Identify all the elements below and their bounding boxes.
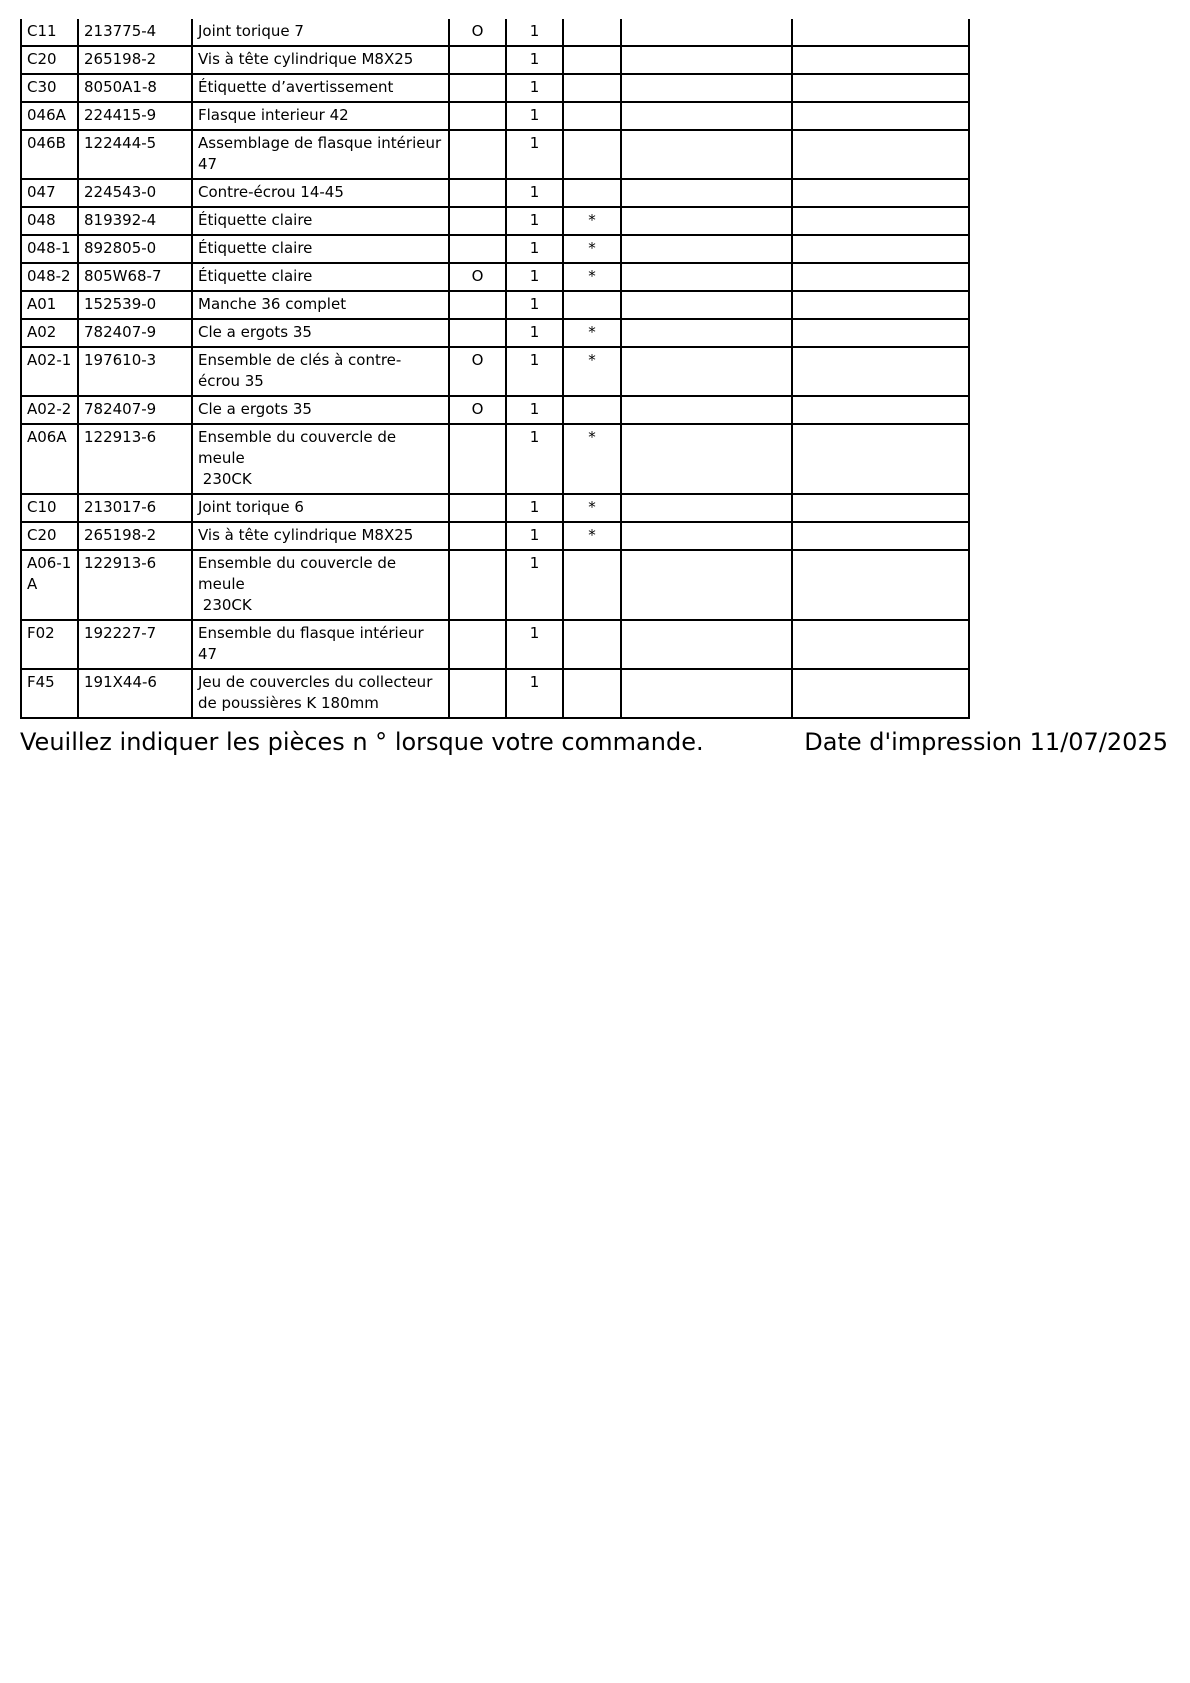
cell-part-number: 782407-9 [78, 319, 192, 347]
cell-mark [563, 291, 621, 319]
cell-option [449, 522, 506, 550]
table-row [21, 19, 969, 46]
cell-description: Vis à tête cylindrique M8X25 [192, 46, 449, 74]
cell-blank-1 [621, 235, 792, 263]
cell-part-number: 213775-4 [78, 19, 192, 46]
cell-blank-1 [621, 347, 792, 396]
cell-option [449, 102, 506, 130]
cell-description: Étiquette d’avertissement [192, 74, 449, 102]
cell-quantity: 1 [506, 19, 563, 46]
cell-item-number: 046B [21, 130, 78, 179]
cell-mark [563, 74, 621, 102]
cell-part-number: 265198-2 [78, 522, 192, 550]
cell-quantity: 1 [506, 494, 563, 522]
print-date: Date d'impression 11/07/2025 [804, 728, 1168, 756]
cell-option [449, 207, 506, 235]
cell-item-number: C20 [21, 522, 78, 550]
cell-blank-1 [621, 179, 792, 207]
cell-item-number: 048-2 [21, 263, 78, 291]
cell-item-number: F45 [21, 669, 78, 718]
cell-item-number: F02 [21, 620, 78, 669]
cell-item-number: A06A [21, 424, 78, 494]
table-row [21, 291, 969, 319]
cell-blank-1 [621, 291, 792, 319]
cell-blank-1 [621, 424, 792, 494]
table-row [21, 494, 969, 522]
cell-option [449, 74, 506, 102]
cell-blank-2 [792, 319, 969, 347]
cell-quantity: 1 [506, 620, 563, 669]
parts-table-body [21, 19, 969, 718]
cell-quantity: 1 [506, 102, 563, 130]
cell-blank-1 [621, 130, 792, 179]
cell-quantity: 1 [506, 130, 563, 179]
cell-part-number: 224543-0 [78, 179, 192, 207]
cell-description: Étiquette claire [192, 263, 449, 291]
cell-option [449, 130, 506, 179]
table-row [21, 207, 969, 235]
cell-blank-1 [621, 46, 792, 74]
cell-quantity: 1 [506, 669, 563, 718]
cell-option [449, 319, 506, 347]
cell-item-number: A02-2 [21, 396, 78, 424]
cell-description: Assemblage de flasque intérieur 47 [192, 130, 449, 179]
cell-option: O [449, 263, 506, 291]
cell-item-number: C10 [21, 494, 78, 522]
cell-blank-1 [621, 550, 792, 620]
table-row [21, 130, 969, 179]
cell-item-number: A02 [21, 319, 78, 347]
cell-option [449, 494, 506, 522]
cell-blank-2 [792, 19, 969, 46]
table-row [21, 550, 969, 620]
cell-mark: * [563, 522, 621, 550]
cell-option [449, 669, 506, 718]
cell-quantity: 1 [506, 263, 563, 291]
cell-item-number: 048-1 [21, 235, 78, 263]
cell-part-number: 192227-7 [78, 620, 192, 669]
cell-item-number: A02-1 [21, 347, 78, 396]
cell-part-number: 152539-0 [78, 291, 192, 319]
cell-description: Étiquette claire [192, 207, 449, 235]
cell-option: O [449, 347, 506, 396]
cell-part-number: 191X44-6 [78, 669, 192, 718]
cell-description: Joint torique 7 [192, 19, 449, 46]
cell-description: Ensemble du couvercle de meule 230CK [192, 550, 449, 620]
cell-part-number: 892805-0 [78, 235, 192, 263]
cell-option [449, 235, 506, 263]
cell-mark: * [563, 494, 621, 522]
cell-blank-1 [621, 522, 792, 550]
cell-quantity: 1 [506, 207, 563, 235]
cell-description: Jeu de couvercles du collecteur de poussières K 180mm [192, 669, 449, 718]
cell-quantity: 1 [506, 396, 563, 424]
table-row [21, 396, 969, 424]
cell-mark [563, 396, 621, 424]
cell-part-number: 122444-5 [78, 130, 192, 179]
cell-blank-2 [792, 347, 969, 396]
cell-blank-1 [621, 207, 792, 235]
cell-quantity: 1 [506, 235, 563, 263]
cell-blank-2 [792, 46, 969, 74]
cell-mark [563, 669, 621, 718]
cell-part-number: 819392-4 [78, 207, 192, 235]
cell-option [449, 179, 506, 207]
cell-mark [563, 102, 621, 130]
cell-item-number: 048 [21, 207, 78, 235]
cell-option [449, 424, 506, 494]
table-row [21, 620, 969, 669]
table-row [21, 263, 969, 291]
cell-blank-2 [792, 102, 969, 130]
table-row [21, 235, 969, 263]
cell-blank-2 [792, 396, 969, 424]
cell-part-number: 122913-6 [78, 424, 192, 494]
cell-quantity: 1 [506, 319, 563, 347]
cell-mark: * [563, 207, 621, 235]
parts-table [20, 19, 970, 719]
cell-blank-2 [792, 179, 969, 207]
cell-description: Ensemble du flasque intérieur 47 [192, 620, 449, 669]
cell-blank-1 [621, 319, 792, 347]
cell-blank-2 [792, 263, 969, 291]
cell-blank-2 [792, 494, 969, 522]
cell-blank-2 [792, 130, 969, 179]
cell-description: Manche 36 complet [192, 291, 449, 319]
cell-blank-2 [792, 620, 969, 669]
cell-mark [563, 620, 621, 669]
cell-mark [563, 46, 621, 74]
cell-description: Cle a ergots 35 [192, 396, 449, 424]
cell-description: Étiquette claire [192, 235, 449, 263]
cell-part-number: 224415-9 [78, 102, 192, 130]
cell-item-number: C30 [21, 74, 78, 102]
cell-mark [563, 179, 621, 207]
cell-item-number: A01 [21, 291, 78, 319]
cell-mark [563, 550, 621, 620]
cell-option [449, 291, 506, 319]
cell-blank-1 [621, 19, 792, 46]
cell-part-number: 265198-2 [78, 46, 192, 74]
cell-description: Vis à tête cylindrique M8X25 [192, 522, 449, 550]
cell-blank-1 [621, 263, 792, 291]
cell-description: Ensemble du couvercle de meule 230CK [192, 424, 449, 494]
cell-description: Cle a ergots 35 [192, 319, 449, 347]
cell-blank-1 [621, 494, 792, 522]
cell-option: O [449, 396, 506, 424]
cell-mark: * [563, 424, 621, 494]
cell-option [449, 46, 506, 74]
order-note: Veuillez indiquer les pièces n ° lorsque votre commande. [20, 728, 704, 756]
cell-mark: * [563, 235, 621, 263]
cell-blank-1 [621, 396, 792, 424]
table-row [21, 522, 969, 550]
cell-mark [563, 19, 621, 46]
cell-mark: * [563, 263, 621, 291]
cell-description: Flasque interieur 42 [192, 102, 449, 130]
cell-quantity: 1 [506, 291, 563, 319]
cell-item-number: A06-1A [21, 550, 78, 620]
cell-quantity: 1 [506, 179, 563, 207]
cell-part-number: 782407-9 [78, 396, 192, 424]
cell-quantity: 1 [506, 424, 563, 494]
cell-blank-2 [792, 235, 969, 263]
cell-option [449, 550, 506, 620]
cell-quantity: 1 [506, 74, 563, 102]
cell-mark: * [563, 319, 621, 347]
table-row [21, 319, 969, 347]
cell-part-number: 8050A1-8 [78, 74, 192, 102]
table-row [21, 347, 969, 396]
cell-blank-2 [792, 424, 969, 494]
cell-description: Ensemble de clés à contre-écrou 35 [192, 347, 449, 396]
cell-part-number: 197610-3 [78, 347, 192, 396]
cell-blank-2 [792, 291, 969, 319]
cell-blank-1 [621, 102, 792, 130]
cell-quantity: 1 [506, 46, 563, 74]
cell-option [449, 620, 506, 669]
cell-quantity: 1 [506, 347, 563, 396]
cell-item-number: C11 [21, 19, 78, 46]
cell-quantity: 1 [506, 550, 563, 620]
cell-quantity: 1 [506, 522, 563, 550]
cell-part-number: 213017-6 [78, 494, 192, 522]
table-row [21, 669, 969, 718]
table-row [21, 74, 969, 102]
cell-blank-2 [792, 522, 969, 550]
table-row [21, 424, 969, 494]
cell-mark [563, 130, 621, 179]
cell-mark: * [563, 347, 621, 396]
cell-item-number: C20 [21, 46, 78, 74]
table-row [21, 102, 969, 130]
table-row [21, 46, 969, 74]
cell-option: O [449, 19, 506, 46]
cell-blank-1 [621, 620, 792, 669]
cell-part-number: 122913-6 [78, 550, 192, 620]
cell-description: Joint torique 6 [192, 494, 449, 522]
cell-blank-1 [621, 669, 792, 718]
cell-item-number: 047 [21, 179, 78, 207]
cell-part-number: 805W68-7 [78, 263, 192, 291]
cell-blank-2 [792, 74, 969, 102]
cell-item-number: 046A [21, 102, 78, 130]
table-row [21, 179, 969, 207]
cell-blank-2 [792, 550, 969, 620]
cell-description: Contre-écrou 14-45 [192, 179, 449, 207]
cell-blank-2 [792, 207, 969, 235]
cell-blank-2 [792, 669, 969, 718]
cell-blank-1 [621, 74, 792, 102]
